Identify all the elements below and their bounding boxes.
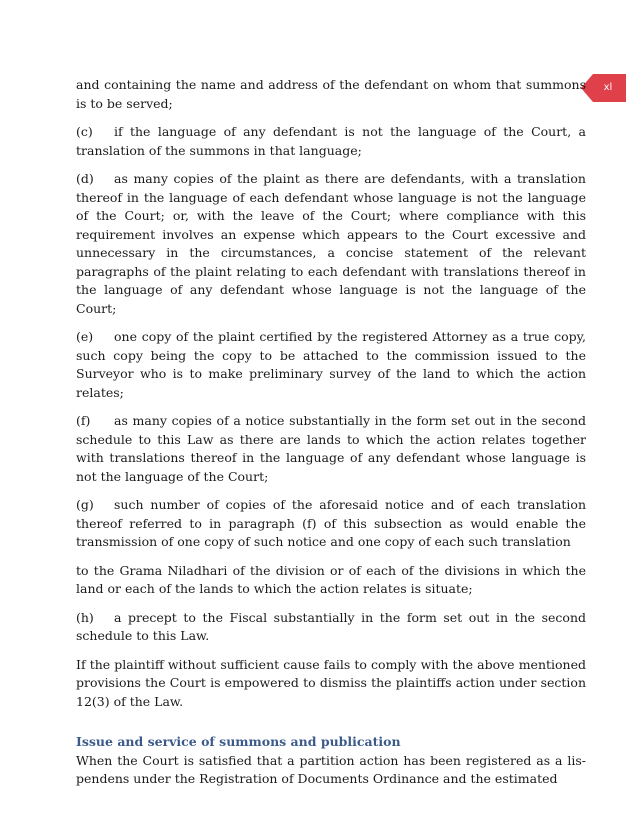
clause-c-label: (c) [76, 124, 93, 139]
clause-h [76, 609, 586, 646]
clause-e [76, 328, 586, 402]
clause-g-continuation: to the Grama Niladhari of the division or of each of the divisions in which the land or each of the lands to which the action relates is situate; [76, 562, 586, 596]
page-number-badge [581, 74, 626, 102]
clause-g-label: (g) [76, 497, 94, 512]
section-paragraph: When the Court is satisfied that a partition action has been registered as a lis-pendens under the Registration of Documents Ordinance and the estimated [76, 752, 586, 786]
clause-h-label: (h) [76, 609, 94, 625]
clause-f-label: (f) [76, 413, 91, 428]
page-number-label: xl [603, 82, 613, 93]
clause-d-label: (d) [76, 171, 94, 186]
clause-c [76, 123, 586, 160]
clause-h-text: a precept to the Fiscal substantially in the form set out in the second schedule to this Law. [76, 609, 586, 643]
section-heading: Issue and service of summons and publication [76, 734, 401, 749]
clause-f-text: as many copies of a notice substantially in the form set out in the second schedule to this Law as there are lands to which the action relates together with translations thereof in the language of any defendant whose language is not the language of the Court; [76, 413, 586, 484]
clause-g [76, 496, 586, 552]
clause-e-text: one copy of the plaint certified by the registered Attorney as a true copy, such copy being the copy to be attached to the commission issued to the Surveyor who is to make preliminary survey of the land to which the action relates; [76, 329, 586, 400]
document-body [76, 76, 586, 799]
clause-e-label: (e) [76, 329, 94, 344]
clause-f [76, 412, 586, 486]
clause-d [76, 170, 586, 318]
clause-c-text: if the language of any defendant is not the language of the Court, a translation of the summons in that language; [76, 124, 586, 158]
paragraph-continuation: and containing the name and address of the defendant on whom that summons is to be served; [76, 77, 586, 111]
clause-g-text: such number of copies of the aforesaid notice and of each translation thereof referred to in paragraph (f) of this subsection as would enable the transmission of one copy of such notice and one copy of each such translation [76, 497, 586, 549]
clause-d-text: as many copies of the plaint as there are defendants, with a translation thereof in the language of each defendant whose language is not the language of the Court; or, with the leave of the Court; where compliance with this requirement involves an expense which appears to the Court excessive and unnecessary in the circumstances, a concise statement of the relevant paragraphs of the plaint relating to each defendant with translations thereof in the language of any defendant whose language is not the language of the Court; [76, 171, 586, 316]
closing-paragraph: If the plaintiff without sufficient cause fails to comply with the above mentioned provisions the Court is empowered to dismiss the plaintiffs action under section 12(3) of the Law. [76, 656, 586, 709]
